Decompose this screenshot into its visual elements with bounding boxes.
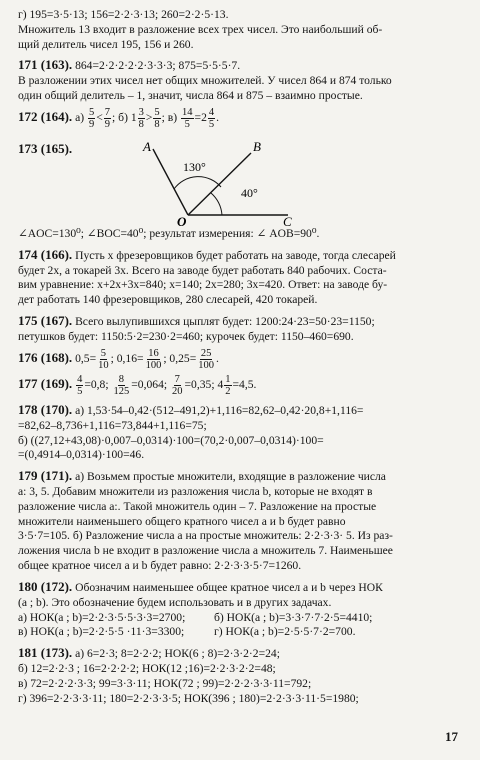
problem-text: множители наименьшего общего кратного чисел a и b будет равно (18, 514, 346, 528)
problem-180 (18, 579, 462, 640)
problem-text: =(0,4914–0,0314)·100=46. (18, 448, 145, 462)
ray-OA (153, 149, 188, 215)
fraction: $\frac{14}{5}$ (182, 106, 193, 130)
label-B: B (253, 139, 261, 154)
problem-text: a: 3, 5. Добавим множители из разложения числа b, которые не входят в (18, 485, 373, 498)
problem-number: 180 (172). (18, 578, 73, 594)
fraction: $\frac{25}{100}$ (198, 347, 215, 371)
intro-line: Множитель 13 входит в разложение всех трех чисел. Это наибольший об- (18, 22, 383, 36)
problem-number: 176 (168). (18, 349, 73, 365)
problem-text: будет 2x, а токарей 3x. Всего на заводе будет работать 840 рабочих. Соста- (18, 263, 387, 277)
problem-number: 173 (165). (18, 141, 73, 156)
part-label: а) (75, 111, 85, 125)
math-text: =0,35; 4 (184, 378, 224, 391)
answer-row (18, 611, 462, 626)
problem-number: 175 (167). (18, 313, 73, 329)
problem-text: один общий делитель – 1, значит, числа 864 и 875 – взаимно простые. (18, 89, 363, 103)
label-A: A (143, 139, 151, 154)
angle-label-40: 40° (241, 186, 258, 200)
math-text: =4,5. (232, 378, 257, 391)
operator: =2 (194, 111, 207, 125)
fraction: $\frac{5}{10}$ (98, 347, 109, 371)
math-text: ; 0,25= (163, 351, 197, 365)
math-text: =0,8; (84, 378, 109, 391)
problem-181 (18, 645, 462, 706)
math-text: 0,5= (75, 351, 97, 365)
operator: < (96, 111, 103, 125)
fraction: $\frac{4}{5}$ (77, 373, 83, 397)
problem-text: г) 396=2·2·3·3·11; 180=2·2·3·3·5; НОК(396 ; 180)=2·2·3·3·11·5=1980; (18, 691, 359, 705)
part-label: ; в) (161, 111, 178, 125)
problem-text: а) 1,53·54–0,42·(512–491,2)+1,116=82,62–0,42·20,8+1,116= (75, 403, 364, 417)
arc-130 (174, 177, 221, 189)
problem-text: разложение числа a:. Такой множитель один – 7. Разложение на простые (18, 499, 377, 513)
problem-text: б) ((27,12+43,08)·0,007–0,0314)·100=(70,2·0,007–0,0314)·100= (18, 433, 324, 447)
problem-text: ложения числа b не входит в разложение числа a множитель 7. Наименьшее (18, 544, 393, 558)
problem-number: 179 (171). (18, 468, 73, 484)
fraction: $\frac{7}{9}$ (104, 106, 111, 130)
problem-text: 3·5·7=105. б) Разложение числа a на простые множитель: 2·2·3·3· 5. Из раз- (18, 529, 393, 543)
answer-row (18, 625, 462, 640)
problem-text: а) Возьмем простые множители, входящие в разложение числа (75, 470, 386, 484)
angle-figure (18, 135, 462, 227)
problem-number: 171 (163). (18, 57, 73, 73)
math-text: =0,064; (131, 378, 168, 391)
problem-number: 174 (166). (18, 246, 73, 262)
math-text: . (216, 351, 219, 365)
problem-text: петушков будет: 1150:5·2=230·2=460; курочек будет: 1150–460=690. (18, 329, 354, 343)
problem-text: Всего вылупившихся цыплят будет: 1200:24·23=50·23=1150; (75, 315, 375, 329)
problem-text: б) 12=2·2·3 ; 16=2·2·2·2; НОК(12 ;16)=2·2·3·2·2=48; (18, 662, 276, 676)
fraction: $\frac{8}{125}$ (113, 373, 130, 397)
problem-text: 864=2·2·2·2·2·3·3·3; 875=5·5·5·7. (75, 59, 241, 73)
intro-line: г) 195=3·5·13; 156=2·2·3·13; 260=2·2·5·13. (18, 8, 229, 21)
math-text: ; 0,16= (110, 351, 144, 365)
fraction: $\frac{5}{9}$ (89, 106, 95, 130)
problem-177 (18, 374, 462, 397)
angle-label-130: 130° (183, 160, 206, 174)
problem-178 (18, 402, 462, 463)
problem-179 (18, 468, 462, 574)
fraction: $\frac{3}{8}$ (138, 106, 144, 130)
arc-40 (211, 193, 222, 215)
problem-173 (18, 135, 462, 242)
problem-text: дет работать 140 фрезеровщиков, 280 слесарей, 420 токарей. (18, 293, 318, 307)
label-C: C (283, 214, 292, 227)
problem-text: ∠AOC=130⁰; ∠BOC=40⁰; результат измерения: ∠ AOB=90⁰. (18, 227, 320, 240)
operator: > (145, 111, 153, 125)
answer-a: а) НОК(a ; b)=2·2·3·5·5·3·3=2700; (18, 610, 186, 624)
problem-text: в) 72=2·2·2·3·3; 99=3·3·11; НОК(72 ; 99)=2·2·2·3·3·11=792; (18, 676, 312, 690)
fraction: $\frac{5}{8}$ (154, 106, 160, 130)
problem-number: 178 (170). (18, 401, 73, 417)
problem-number: 172 (164). (18, 109, 73, 125)
problem-176 (18, 348, 462, 371)
problem-172 (18, 107, 462, 130)
problem-text: Обозначим наименьшее общее кратное чисел a и b через НОК (75, 580, 383, 594)
problem-text: В разложении этих чисел нет общих множителей. У чисел 864 и 874 только (18, 74, 392, 88)
problem-text: Пусть x фрезеровщиков будет работать на заводе, тогда слесарей (75, 248, 396, 262)
fraction: $\frac{4}{5}$ (208, 106, 215, 130)
problem-number: 181 (173). (18, 645, 73, 661)
problem-text: (a ; b). Это обозначение будем использовать и в других задачах. (18, 595, 332, 609)
angle-diagram (113, 135, 313, 227)
answer-b: б) НОК(a ; b)=3·3·7·7·2·5=4410; (214, 610, 373, 624)
fraction: $\frac{1}{2}$ (225, 373, 231, 397)
problem-text: а) 6=2·3; 8=2·2·2; НОК(6 ; 8)=2·3·2·2=24; (75, 647, 280, 661)
problem-text: вим уравнение: x+2x+3x=840; x=140; 2x=280; 3x=420. Ответ: на заводе бу- (18, 278, 388, 292)
problem-171 (18, 57, 462, 103)
problem-175 (18, 313, 462, 345)
fraction: $\frac{16}{100}$ (145, 347, 162, 371)
intro-line: щий делитель чисел 195, 156 и 260. (18, 37, 194, 51)
label-O: O (177, 214, 187, 227)
answer-c: в) НОК(a ; b)=2·2·5·5 ·11·3=3300; (18, 625, 185, 639)
fraction: $\frac{7}{20}$ (172, 373, 183, 397)
part-label: ; б) 1 (112, 111, 137, 125)
page-number: 17 (445, 729, 458, 745)
problem-174 (18, 247, 462, 308)
answer-d: г) НОК(a ; b)=2·5·5·7·2=700. (214, 625, 356, 639)
problem-number: 177 (169). (18, 376, 73, 391)
problem-text: =82,62–8,736+1,116=73,844+1,116=75; (18, 418, 207, 432)
punctuation: . (216, 111, 220, 125)
problem-text: общее кратное чисел a и b будет равно: 2·2·3·3·5·7=1260. (18, 559, 302, 573)
